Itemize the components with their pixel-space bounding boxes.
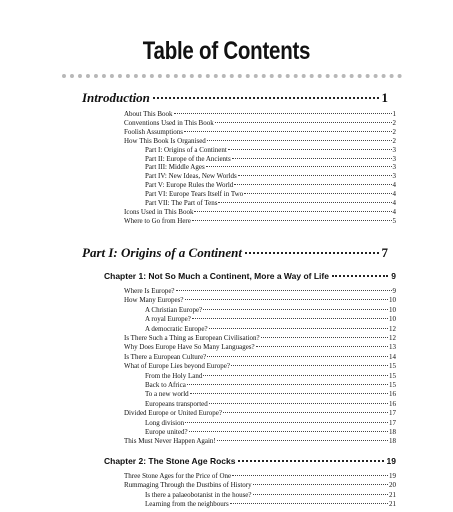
entry-label: Conventions Used in This Book xyxy=(124,118,214,127)
entry-page-number: 16 xyxy=(389,390,396,399)
toc-entry[interactable] xyxy=(145,325,396,334)
entry-label: Part II: Europe of the Ancients xyxy=(145,154,231,163)
toc-entry[interactable] xyxy=(124,409,396,418)
dot-leader xyxy=(176,290,392,291)
entry-page-number: 10 xyxy=(389,305,396,314)
toc-entry[interactable] xyxy=(124,472,396,481)
entry-label: Part VI: Europe Tears Itself in Two xyxy=(145,190,244,199)
dot-leader xyxy=(256,346,388,347)
entry-page-number: 12 xyxy=(389,334,396,342)
entry-page-number: 10 xyxy=(389,296,396,305)
entry-label: A democratic Europe? xyxy=(145,324,208,333)
entry-label: Back to Africa xyxy=(145,381,186,389)
dot-leader xyxy=(244,193,391,194)
entry-page-number: 1 xyxy=(392,110,396,118)
entry-label: Three Stone Ages for the Price of One xyxy=(124,472,232,480)
toc-entry[interactable] xyxy=(145,199,396,208)
dot-leader xyxy=(230,503,388,504)
entry-label: Why Does Europe Have So Many Languages? xyxy=(124,343,255,352)
chapter-page-number: 9 xyxy=(391,271,396,281)
toc-part-1[interactable] xyxy=(82,245,388,261)
dot-leader xyxy=(206,166,392,167)
entry-page-number: 17 xyxy=(389,409,396,418)
entry-page-number: 9 xyxy=(392,287,396,295)
entry-label: A royal Europe? xyxy=(145,315,191,324)
toc-entry[interactable] xyxy=(124,287,396,296)
entry-page-number: 4 xyxy=(392,207,396,216)
dot-leader xyxy=(217,440,388,441)
entry-page-number: 3 xyxy=(392,163,396,172)
toc-entry[interactable] xyxy=(145,172,396,181)
dot-leader xyxy=(231,365,388,366)
dot-leader xyxy=(245,252,378,254)
dot-leader xyxy=(194,211,391,212)
entry-label: How Many Europes? xyxy=(124,296,184,305)
dot-leader xyxy=(184,131,392,132)
toc-entry[interactable] xyxy=(124,110,396,119)
entry-label: Is There a European Culture? xyxy=(124,352,207,361)
toc-entry[interactable] xyxy=(145,315,396,324)
toc-entry[interactable] xyxy=(124,437,396,446)
toc-entry[interactable] xyxy=(124,481,396,490)
toc-entry[interactable] xyxy=(145,419,396,428)
entry-page-number: 4 xyxy=(392,199,396,207)
chapter-page-number: 19 xyxy=(386,456,396,466)
toc-entry[interactable] xyxy=(145,146,396,155)
toc-entry[interactable] xyxy=(124,208,396,217)
toc-chapter-2[interactable] xyxy=(104,456,396,467)
toc-entry[interactable] xyxy=(124,362,396,371)
dot-leader xyxy=(209,328,388,329)
entry-page-number: 19 xyxy=(389,472,396,480)
entry-label: About This Book xyxy=(124,110,173,118)
dot-leader xyxy=(332,275,388,277)
toc-chapter-1[interactable] xyxy=(104,271,396,282)
entry-label: Where to Go from Here xyxy=(124,216,191,225)
entry-label: A Christian Europe? xyxy=(145,305,203,314)
dot-leader xyxy=(238,175,392,176)
toc-entry[interactable] xyxy=(145,390,396,399)
entry-page-number: 17 xyxy=(389,418,396,427)
dot-leader xyxy=(209,403,388,404)
dot-leader xyxy=(174,113,392,114)
entry-label: Long division xyxy=(145,418,185,427)
chapter-label: Chapter 2: The Stone Age Rocks xyxy=(104,456,236,466)
dot-leader xyxy=(261,337,388,338)
part-page-number: 1 xyxy=(381,90,388,105)
dot-leader xyxy=(228,149,392,150)
entry-label: Part III: Middle Ages xyxy=(145,163,205,172)
entry-label: Part V: Europe Rules the World xyxy=(145,181,234,190)
entry-label: Europeans transported xyxy=(145,399,208,408)
toc-entry[interactable] xyxy=(145,491,396,500)
dot-leader xyxy=(203,309,388,310)
dot-leader xyxy=(232,158,392,159)
entry-page-number: 15 xyxy=(389,381,396,389)
entry-label: Icons Used in This Book xyxy=(124,207,194,216)
toc-entry[interactable] xyxy=(145,400,396,409)
toc-entry[interactable] xyxy=(145,372,396,381)
dot-leader xyxy=(189,431,388,432)
entry-page-number: 15 xyxy=(389,362,396,371)
dot-leader xyxy=(238,460,383,462)
entry-label: To a new world xyxy=(145,390,189,399)
toc-entry[interactable] xyxy=(145,181,396,190)
part-page-number: 7 xyxy=(381,245,388,260)
toc-entry[interactable] xyxy=(145,428,396,437)
toc-part-introduction[interactable] xyxy=(82,90,388,106)
toc-entry[interactable] xyxy=(124,343,396,352)
entry-label: Is there a palaeobotanist in the house? xyxy=(145,490,252,499)
entry-page-number: 5 xyxy=(392,216,396,225)
entry-label: Is There Such a Thing as European Civilisation? xyxy=(124,334,260,342)
entry-page-number: 10 xyxy=(389,315,396,324)
toc-entry[interactable] xyxy=(124,137,396,146)
toc-entry[interactable] xyxy=(145,163,396,172)
entry-label: From the Holy Land xyxy=(145,371,203,380)
entry-page-number: 18 xyxy=(389,437,396,446)
entry-label: Europe united? xyxy=(145,428,188,436)
entry-page-number: 3 xyxy=(392,154,396,163)
toc-entry[interactable] xyxy=(124,334,396,343)
dot-leader xyxy=(253,484,388,485)
dot-leader xyxy=(207,140,392,141)
toc-entry[interactable] xyxy=(145,381,396,390)
toc-entry[interactable] xyxy=(124,353,396,362)
entry-label: Where Is Europe? xyxy=(124,287,175,295)
entry-page-number: 14 xyxy=(389,352,396,361)
entry-label: This Must Never Happen Again! xyxy=(124,437,216,446)
entry-page-number: 16 xyxy=(389,399,396,408)
dot-leader xyxy=(190,393,388,394)
entry-label: Divided Europe or United Europe? xyxy=(124,409,222,418)
toc-entry[interactable] xyxy=(145,190,396,199)
entry-label: How This Book Is Organised xyxy=(124,136,206,145)
part-label: Part I: Origins of a Continent xyxy=(82,245,243,260)
dot-leader xyxy=(185,422,388,423)
dot-leader xyxy=(192,318,388,319)
dot-leader xyxy=(187,384,388,385)
toc-entry[interactable] xyxy=(145,155,396,164)
entry-page-number: 3 xyxy=(392,172,396,181)
dot-leader xyxy=(185,299,389,300)
entry-page-number: 13 xyxy=(389,343,396,352)
entry-page-number: 21 xyxy=(389,500,396,509)
page-title: Table of Contents xyxy=(142,37,311,65)
entry-label: Part IV: New Ideas, New Worlds xyxy=(145,172,237,181)
dot-leader xyxy=(218,202,391,203)
entry-page-number: 2 xyxy=(392,136,396,145)
toc-entry[interactable] xyxy=(124,296,396,305)
title-divider xyxy=(62,74,402,78)
dot-leader xyxy=(192,220,392,221)
toc-entry[interactable] xyxy=(124,128,396,137)
entry-page-number: 3 xyxy=(392,145,396,154)
entry-label: Learning from the neighbours xyxy=(145,500,229,509)
toc-entry[interactable] xyxy=(145,306,396,315)
entry-label: What of Europe Lies beyond Europe? xyxy=(124,362,230,371)
toc-entry[interactable] xyxy=(145,500,396,509)
entry-page-number: 4 xyxy=(392,190,396,199)
entry-page-number: 4 xyxy=(392,181,396,190)
toc-entry[interactable] xyxy=(124,217,396,226)
dot-leader xyxy=(203,375,388,376)
entry-page-number: 20 xyxy=(389,481,396,490)
entry-label: Foolish Assumptions xyxy=(124,127,183,136)
dot-leader xyxy=(215,122,392,123)
entry-page-number: 12 xyxy=(389,324,396,333)
entry-page-number: 2 xyxy=(392,118,396,127)
entry-page-number: 18 xyxy=(389,428,396,436)
part-label: Introduction xyxy=(82,90,150,105)
dot-leader xyxy=(207,356,388,357)
toc-entry[interactable] xyxy=(124,119,396,128)
chapter-label: Chapter 1: Not So Much a Continent, More a Way of Life xyxy=(104,271,329,281)
entry-label: Rummaging Through the Dustbins of History xyxy=(124,481,252,490)
dot-leader xyxy=(223,412,388,413)
entry-label: Part VII: The Part of Tens xyxy=(145,199,218,207)
entry-label: Part I: Origins of a Continent xyxy=(145,145,227,154)
dot-leader xyxy=(153,97,379,99)
entry-page-number: 15 xyxy=(389,371,396,380)
entry-page-number: 21 xyxy=(389,490,396,499)
dot-leader xyxy=(234,184,391,185)
dot-leader xyxy=(232,475,388,476)
dot-leader xyxy=(253,494,388,495)
entry-page-number: 2 xyxy=(392,127,396,136)
